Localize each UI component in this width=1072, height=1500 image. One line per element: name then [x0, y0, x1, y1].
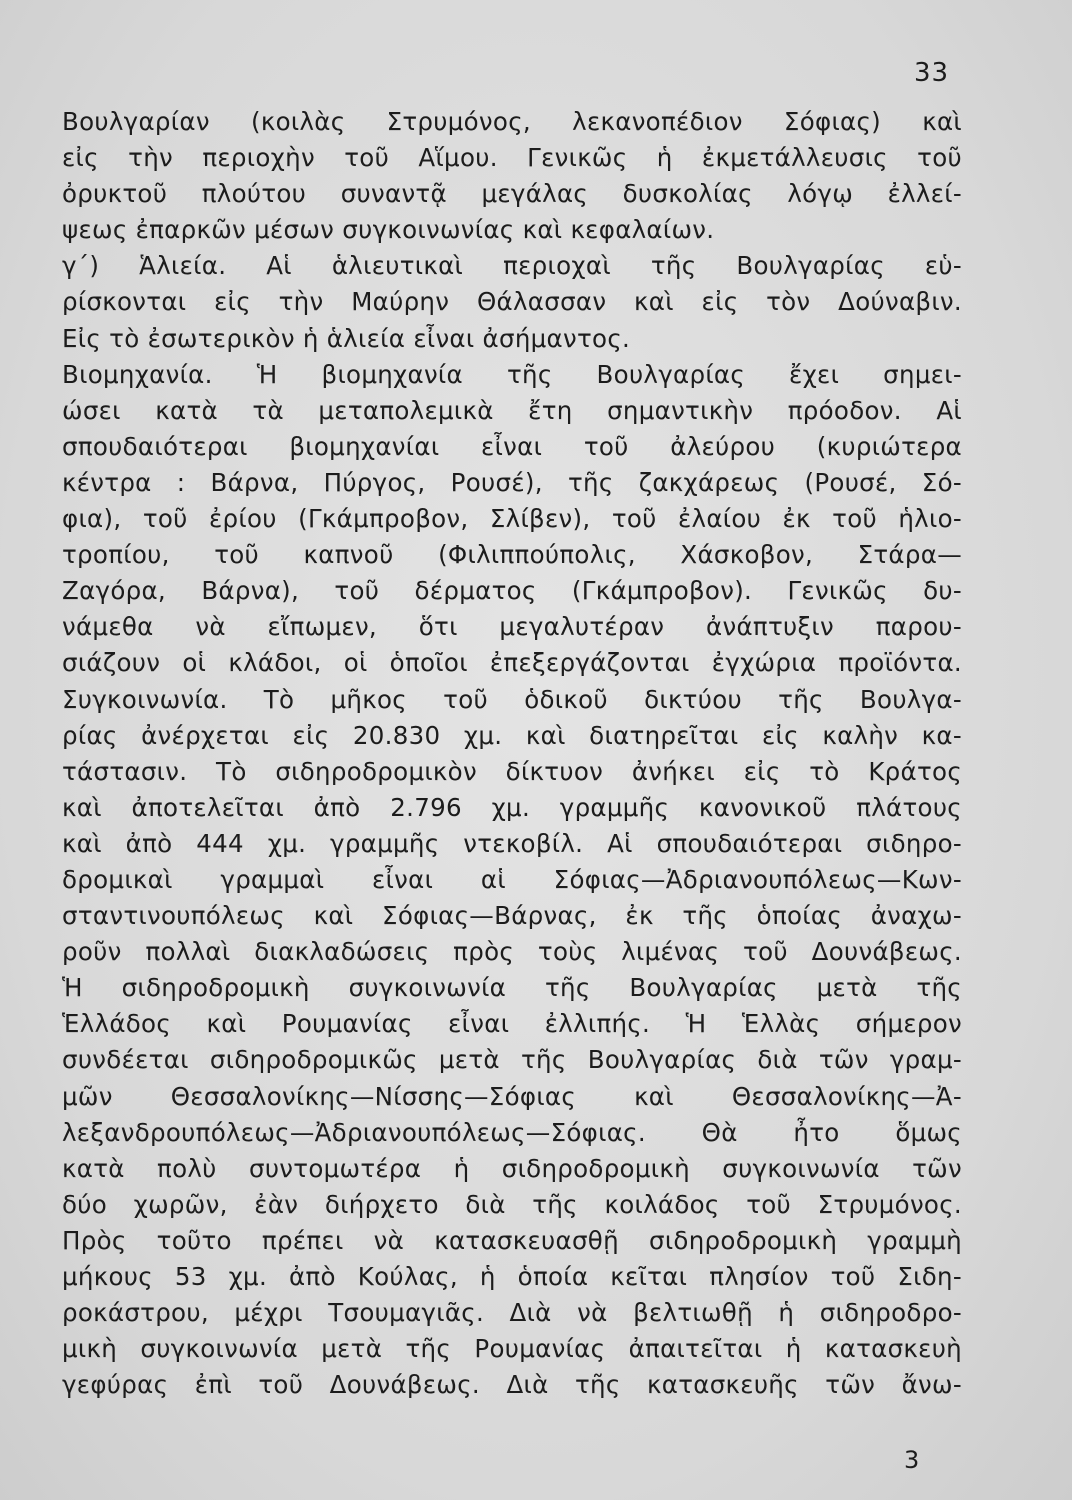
text-line: σταντινουπόλεως καὶ Σόφιας—Βάρνας, ἐκ τῆς ὁποίας ἀναχω-	[62, 901, 962, 931]
text-line: ρίας ἀνέρχεται εἰς 20.830 χμ. καὶ διατηρεῖται εἰς καλὴν κα-	[62, 720, 962, 750]
text-line: μῶν Θεσσαλονίκης—Νίσσης—Σόφιας καὶ Θεσσαλονίκης—Ἀ-	[62, 1081, 962, 1111]
text-line: Πρὸς τοῦτο πρέπει νὰ κατασκευασθῇ σιδηροδρομικὴ γραμμὴ	[62, 1225, 962, 1255]
text-line: ροῦν πολλαὶ διακλαδώσεις πρὸς τοὺς λιμένας τοῦ Δουνάβεως.	[62, 937, 962, 967]
text-line: Συγκοινωνία. Τὸ μῆκος τοῦ ὁδικοῦ δικτύου τῆς Βουλγα-	[62, 684, 962, 714]
body-text	[62, 104, 962, 1403]
text-line: τροπίου, τοῦ καπνοῦ (Φιλιππούπολις, Χάσκοβον, Στάρα—	[62, 540, 962, 570]
text-line: ώσει κατὰ τὰ μεταπολεμικὰ ἔτη σημαντικὴν πρόοδον. Αἱ	[62, 395, 962, 425]
page-number: 33	[914, 58, 950, 88]
text-line: φια), τοῦ ἐρίου (Γκάμπροβον, Σλίβεν), τοῦ ἐλαίου ἐκ τοῦ ἡλιο-	[62, 504, 962, 534]
text-line: δύο χωρῶν, ἐὰν διήρχετο διὰ τῆς κοιλάδος τοῦ Στρυμόνος.	[62, 1189, 962, 1219]
text-line: Ἑλλάδος καὶ Ρουμανίας εἶναι ἐλλιπής. Ἡ Ἑλλὰς σήμερον	[62, 1009, 962, 1039]
text-line: Εἰς τὸ ἐσωτερικὸν ἡ ἁλιεία εἶναι ἀσήμαντος.	[62, 323, 631, 353]
text-line: ροκάστρου, μέχρι Τσουμαγιᾶς. Διὰ νὰ βελτιωθῇ ἡ σιδηροδρο-	[62, 1298, 962, 1328]
text-line: Βιομηχανία. Ἡ βιομηχανία τῆς Βουλγαρίας ἔχει σημει-	[62, 359, 962, 389]
text-line: γεφύρας ἐπὶ τοῦ Δουνάβεως. Διὰ τῆς κατασκευῆς τῶν ἄνω-	[62, 1370, 962, 1400]
text-line: συνδέεται σιδηροδρομικῶς μετὰ τῆς Βουλγαρίας διὰ τῶν γραμ-	[62, 1045, 962, 1075]
text-line: Βουλγαρίαν (κοιλὰς Στρυμόνος, λεκανοπέδιον Σόφιας) καὶ	[62, 107, 962, 136]
text-line: νάμεθα νὰ εἴπωμεν, ὅτι μεγαλυτέραν ἀνάπτυξιν παρου-	[62, 612, 962, 642]
text-line: καὶ ἀποτελεῖται ἀπὸ 2.796 χμ. γραμμῆς κανονικοῦ πλάτους	[62, 792, 962, 822]
text-line: δρομικαὶ γραμμαὶ εἶναι αἱ Σόφιας—Ἀδριανουπόλεως—Κων-	[62, 864, 962, 894]
text-line: ρίσκονται εἰς τὴν Μαύρην Θάλασσαν καὶ εἰς τὸν Δούναβιν.	[62, 287, 962, 317]
text-line: μήκους 53 χμ. ἀπὸ Κούλας, ἡ ὁποία κεῖται πλησίον τοῦ Σιδη-	[62, 1262, 962, 1291]
text-line: εἰς τὴν περιοχὴν τοῦ Αἵμου. Γενικῶς ἡ ἐκμετάλλευσις τοῦ	[62, 143, 962, 173]
text-line: μικὴ συγκοινωνία μετὰ τῆς Ρουμανίας ἀπαιτεῖται ἡ κατασκευὴ	[62, 1334, 962, 1364]
text-line: καὶ ἀπὸ 444 χμ. γραμμῆς ντεκοβίλ. Αἱ σπουδαιότεραι σιδηρο-	[62, 828, 962, 858]
text-line: γ΄) Ἁλιεία. Αἱ ἁλιευτικαὶ περιοχαὶ τῆς Βουλγαρίας εὑ-	[62, 251, 962, 281]
text-line: κέντρα : Βάρνα, Πύργος, Ρουσέ), τῆς ζακχάρεως (Ρουσέ, Σό-	[62, 467, 962, 497]
text-line: ψεως ἐπαρκῶν μέσων συγκοινωνίας καὶ κεφαλαίων.	[62, 215, 715, 245]
text-line: ὀρυκτοῦ πλούτου συναντᾷ μεγάλας δυσκολίας λόγῳ ἐλλεί-	[62, 179, 962, 209]
text-line: λεξανδρουπόλεως—Ἀδριανουπόλεως—Σόφιας. Θὰ ἦτο ὅμως	[62, 1117, 962, 1147]
text-line: κατὰ πολὺ συντομωτέρα ἡ σιδηροδρομικὴ συγκοινωνία τῶν	[62, 1153, 962, 1183]
signature-mark: 3	[904, 1446, 920, 1474]
text-line: τάστασιν. Τὸ σιδηροδρομικὸν δίκτυον ἀνήκει εἰς τὸ Κράτος	[62, 756, 962, 786]
text-line: σπουδαιότεραι βιομηχανίαι εἶναι τοῦ ἀλεύρου (κυριώτερα	[62, 431, 962, 461]
text-line: Ἡ σιδηροδρομικὴ συγκοινωνία τῆς Βουλγαρίας μετὰ τῆς	[62, 973, 962, 1003]
text-line: σιάζουν οἱ κλάδοι, οἱ ὁποῖοι ἐπεξεργάζονται ἐγχώρια προϊόντα.	[62, 648, 962, 678]
text-line: Ζαγόρα, Βάρνα), τοῦ δέρματος (Γκάμπροβον). Γενικῶς δυ-	[62, 576, 962, 606]
